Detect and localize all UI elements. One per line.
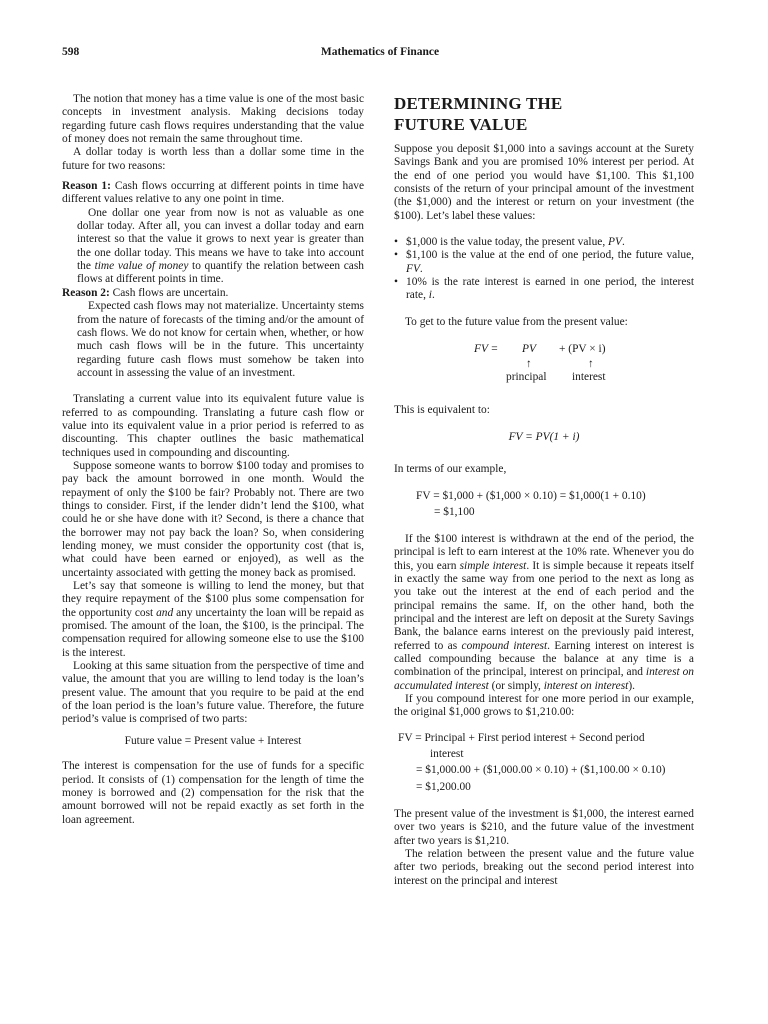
- list-item: [394, 236, 694, 249]
- emphasis: compound interest: [461, 639, 548, 652]
- paragraph: [62, 580, 364, 660]
- equation-compound: [394, 732, 694, 794]
- paragraph: The interest is compensation for the use of funds for a specific period. It consists of (1) compensation for the length of time the money is borrowed and (2) compensation for the risk that the amount borrowed will not be repaid exactly as set forth in the loan agreement.: [62, 760, 364, 826]
- text-run: .: [419, 262, 423, 275]
- emphasis: and: [156, 606, 174, 619]
- reason-2: [62, 287, 364, 300]
- paragraph: [394, 533, 694, 693]
- heading-line: FUTURE VALUE: [394, 115, 528, 134]
- running-head: [62, 46, 698, 62]
- left-column: [62, 93, 364, 827]
- reason-1-text: Cash flows occurring at different points in time have different values relative to any one point in time.: [62, 180, 365, 206]
- paragraph: Suppose someone wants to borrow $100 today and promises to pay back the amount borrowed in one month. Would the repayment of only the $100 be fair? Probably not. There are two things to consider. First, if the lender didn’t lend the $100, what could he or she have done with it? Second, is there a chance that the borrower may not pay back the loan? So, when considering lending money, we must consider the opportunity cost (that is, what could have been earned or enjoyed), as well as the uncertainty associated with getting the money back as promised.: [62, 459, 364, 579]
- reason-1-label: Reason 1:: [62, 180, 111, 193]
- emphasis: i: [428, 289, 432, 302]
- bullet-list: [394, 236, 694, 303]
- paragraph: The notion that money has a time value is one of the most basic concepts in investment analysis. Making decisions today regarding future cash flows requires understanding that the value of money does not remain the same throughout time.: [62, 93, 364, 146]
- paragraph: Looking at this same situation from the perspective of time and value, the amount that you are willing to lend today is the loan’s present value. The amount that you require to be paid at the end of the loan period is the loan’s future value. Therefore, the future period’s value is comprised of two parts:: [62, 660, 364, 726]
- heading-line: DETERMINING THE: [394, 94, 563, 113]
- equation-fv: FV = PV(1 + i): [508, 431, 580, 444]
- text-run: .: [621, 236, 625, 249]
- label-interest: interest: [572, 371, 606, 384]
- eq-line: FV = Principal + First period interest + Second period: [398, 731, 645, 744]
- paragraph: In terms of our example,: [394, 462, 507, 475]
- emphasis: PV: [608, 236, 622, 249]
- text-run: . Earning interest on interest is called compounding because the balance at any time is a combination of the principal, interest on principal, and: [394, 639, 695, 679]
- paragraph: Suppose you deposit $1,000 into a savings account at the Surety Savings Bank and you are promised 10% interest per period. At the end of one period you would have $1,100. This $1,100 consists of the return of your principal amount of the investment (the $1,000) and the interest or return on your investment (the $100). Let’s label these values:: [394, 143, 694, 222]
- eq-line: = $1,000.00 + ($1,000.00 × 0.10) + ($1,100.00 × 0.10): [416, 764, 666, 777]
- text-run: . It is simple because it repeats itself in exactly the same way from one period to the next as long as you take out the interest at the end of each period and the principal remains the same. If, on the other hand, both the principal and the interest are left on deposit at the Surety Savings Bank, the balance earns interest on the previously paid interest, referred to as: [394, 559, 694, 652]
- text-run: (or simply,: [488, 679, 544, 692]
- equation-components: [394, 341, 694, 393]
- text-run: One dollar one year from now is not as valuable as one dollar today. After all, you can invest a dollar today and earn interest so that the value it grows to next year is greater than the one dollar today. This means we have to take into account the: [77, 206, 364, 273]
- reason-1: [62, 180, 364, 207]
- paragraph: This is equivalent to:: [394, 404, 490, 417]
- text-run: $1,100 is the value at the end of one period, the future value,: [406, 249, 694, 262]
- emphasis: time value of money: [94, 260, 189, 273]
- arrow-up-icon: ↑: [526, 358, 532, 371]
- paragraph: The relation between the present value and the future value after two periods, breaking out the second period interest into interest on the principal and interest: [394, 848, 694, 887]
- paragraph: If you compound interest for one more period in our example, the original $1,000 grows to $1,210.00:: [394, 692, 694, 719]
- reason-2-body: Expected cash flows may not materialize. Uncertainty stems from the nature of forecasts of the timing and/or the amount of cash flows. We do not know for certain when, whether, or how much cash flows will be in the future. This uncertainty regarding future cash flows must somehow be taken into account in assessing the value of an investment.: [77, 300, 364, 379]
- reason-1-body: [62, 207, 364, 287]
- section-heading: [394, 93, 694, 135]
- text-run: to quantify the relation between cash flows at different points in time.: [77, 260, 364, 286]
- equation-future-value: Future value = Present value + Interest: [124, 734, 302, 747]
- reason-2-label: Reason 2:: [62, 286, 110, 299]
- text-run: $1,000 is the value today, the present value,: [406, 236, 609, 249]
- paragraph: A dollar today is worth less than a dollar some time in the future for two reasons:: [62, 146, 364, 172]
- right-column: [394, 93, 694, 888]
- list-item: [394, 249, 694, 276]
- text-run: .: [431, 289, 435, 302]
- text-run: any uncertainty the loan will be repaid as promised. The amount of the loan, the $100, is the principal. The compensation required for allowing someone else to use the $100 is the interest.: [62, 606, 364, 659]
- running-title: Mathematics of Finance: [320, 46, 440, 58]
- eq-line: = $1,200.00: [416, 780, 471, 793]
- eq-line: FV = $1,000 + ($1,000 × 0.10) = $1,000(1 + 0.10): [416, 490, 646, 503]
- list-item: [394, 276, 694, 303]
- emphasis: interest on accumulated interest: [394, 666, 694, 692]
- paragraph: To get to the future value from the present value:: [405, 315, 628, 328]
- text-run: Let’s say that someone is willing to lend the money, but that they require repayment of the $100 plus some compensation for the opportunity cost: [62, 580, 364, 619]
- reason-2-text: Cash flows are uncertain.: [109, 286, 229, 299]
- eq-fv: FV =: [474, 343, 499, 356]
- eq-pv: PV: [522, 343, 536, 356]
- emphasis: interest on interest: [543, 679, 629, 692]
- paragraph: Translating a current value into its equivalent future value is referred to as compounding. Translating a future cash flow or value into its equivalent value in a prior period is referred to as discounting. This chapter outlines the basic mathematical techniques used in compounding and discounting.: [62, 393, 364, 459]
- paragraph: The present value of the investment is $1,000, the interest earned over two years is $210, and the future value of the investment after two years is $1,210.: [394, 808, 694, 847]
- eq-line: interest: [430, 748, 464, 760]
- emphasis: simple interest: [459, 559, 527, 572]
- emphasis: FV: [406, 262, 420, 275]
- page-number: 598: [62, 46, 80, 58]
- text-run: 10% is the rate interest is earned in one period, the interest rate,: [406, 276, 694, 302]
- label-principal: principal: [506, 371, 547, 384]
- text-run: ).: [628, 679, 635, 692]
- arrow-up-icon: ↑: [588, 358, 594, 371]
- eq-line: = $1,100: [434, 505, 475, 518]
- equation-example: [394, 490, 694, 519]
- text-run: If the $100 interest is withdrawn at the end of the period, the principal is left to earn interest at the 10% rate. Whenever you do this, you earn: [394, 532, 694, 572]
- eq-plus-interest: + (PV × i): [559, 343, 606, 356]
